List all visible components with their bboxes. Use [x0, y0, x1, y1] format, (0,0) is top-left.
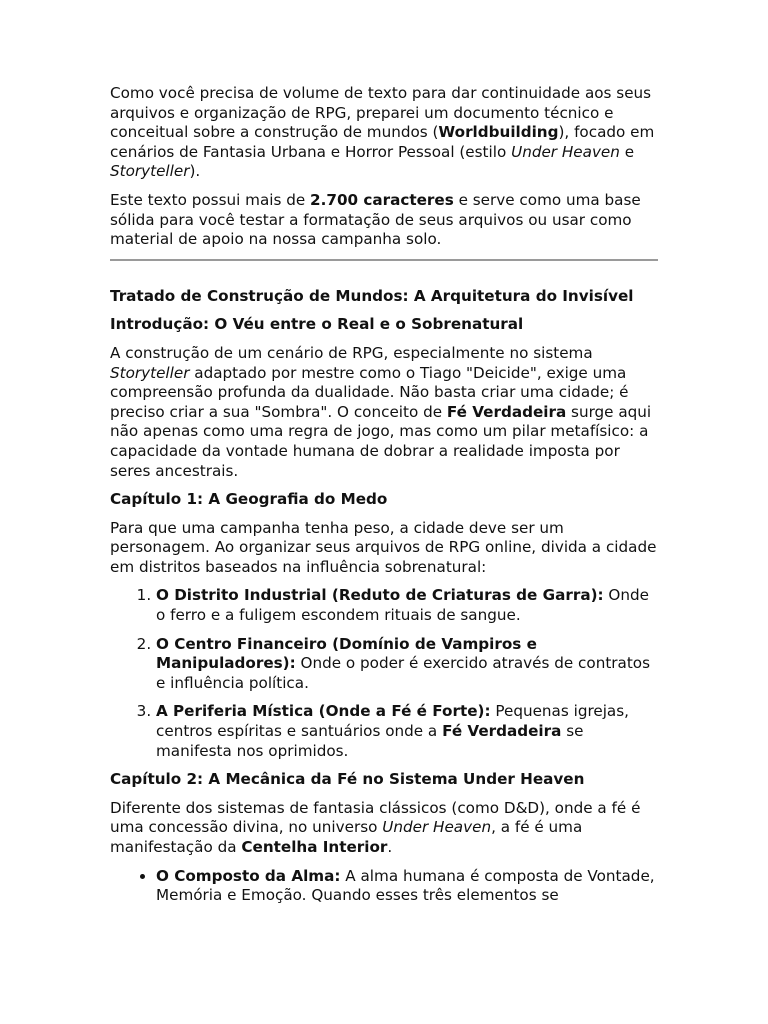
horizontal-divider — [110, 259, 658, 261]
chapter-2-paragraph: Diferente dos sistemas de fantasia clássicos (como D&D), onde a fé é uma concessão divina, no universo Under Heaven, a fé é uma manifestação da Centelha Interior. — [110, 798, 641, 856]
intro-paragraph-2: Este texto possui mais de 2.700 caracteres e serve como uma base sólida para você testar a formatação de seus arquivos ou usar como material de apoio na nossa campanha solo. — [110, 190, 641, 249]
document-page — [110, 84, 658, 915]
chapter-2-heading: Capítulo 2: A Mecânica da Fé no Sistema Under Heaven — [110, 770, 585, 789]
introduction-paragraph: A construção de um cenário de RPG, especialmente no sistema Storyteller adaptado por mestre como o Tiago "Deicide", exige uma compreensão profunda da dualidade. Não basta criar uma cidade; é preciso criar a sua "Sombra". O conceito de Fé Verdadeira surge aqui não apenas como uma regra de jogo, mas como um pilar metafísico: a capacidade da vontade humana de dobrar a realidade imposta por seres ancestrais. — [110, 343, 652, 480]
document-title: Tratado de Construção de Mundos: A Arquitetura do Invisível — [110, 286, 634, 305]
district-list — [110, 586, 658, 761]
worldbuilding-term: Worldbuilding — [438, 123, 559, 142]
list-item: 1. O Distrito Industrial (Reduto de Criaturas de Garra): Onde o ferro e a fuligem escondem rituais de sangue. — [156, 586, 658, 625]
introduction-heading: Introdução: O Véu entre o Real e o Sobrenatural — [110, 315, 524, 334]
intro-paragraph-1: Como você precisa de volume de texto para dar continuidade aos seus arquivos e organização de RPG, preparei um documento técnico e conceitual sobre a construção de mundos (Worldbuilding), focado em cenários de Fantasia Urbana e Horror Pessoal (estilo Under Heaven e Storyteller). — [110, 84, 655, 181]
soul-bullet-list — [110, 867, 658, 906]
chapter-1-heading: Capítulo 1: A Geografia do Medo — [110, 490, 388, 509]
chapter-1-paragraph: Para que uma campanha tenha peso, a cidade deve ser um personagem. Ao organizar seus arquivos de RPG online, divida a cidade em distritos baseados na influência sobrenatural: — [110, 518, 657, 576]
list-item: 3. A Periferia Mística (Onde a Fé é Forte): Pequenas igrejas, centros espíritas e santuários onde a Fé Verdadeira se manifesta nos oprimidos. — [156, 702, 658, 761]
list-item: 2. O Centro Financeiro (Domínio de Vampiros e Manipuladores): Onde o poder é exercido através de contratos e influência política. — [156, 635, 658, 694]
list-item: • O Composto da Alma: A alma humana é composta de Vontade, Memória e Emoção. Quando esses três elementos se — [156, 867, 658, 906]
